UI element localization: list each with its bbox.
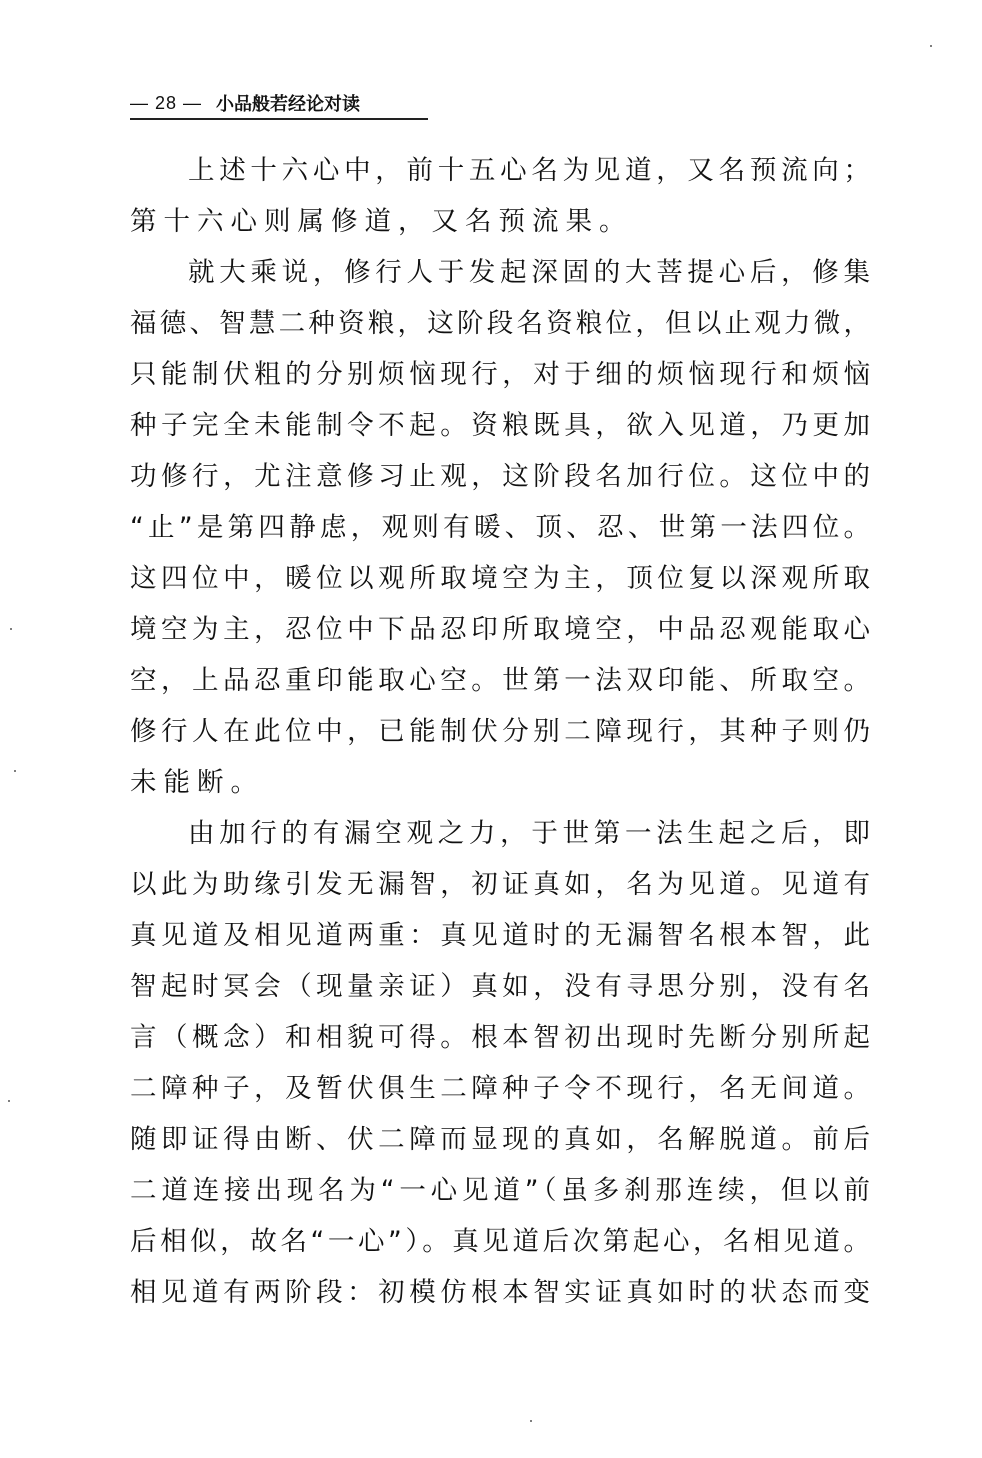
text-line: 这四位中，暖位以观所取境空为主，顶位复以深观所取 xyxy=(130,563,870,594)
text-line: 以此为助缘引发无漏智，初证真如，名为见道。见道有 xyxy=(130,869,870,900)
scan-speck xyxy=(530,1420,532,1422)
text-line: 二障种子，及暂伏俱生二障种子令不现行，名无间道。 xyxy=(130,1073,870,1104)
text-line: 境空为主，忍位中下品忍印所取境空，中品忍观能取心 xyxy=(130,614,870,645)
text-line: 就大乘说，修行人于发起深固的大菩提心后，修集 xyxy=(188,257,870,288)
text-line: 只能制伏粗的分别烦恼现行，对于细的烦恼现行和烦恼 xyxy=(130,359,870,390)
text-line: 言（概念）和相貌可得。根本智初出现时先断分别所起 xyxy=(130,1022,870,1053)
text-line: 真见道及相见道两重：真见道时的无漏智名根本智，此 xyxy=(130,920,870,951)
running-header xyxy=(130,88,428,120)
text-line: 种子完全未能制令不起。资粮既具，欲入见道，乃更加 xyxy=(130,410,870,441)
text-line: 二道连接出现名为“一心见道”（虽多刹那连续，但以前 xyxy=(130,1175,870,1206)
text-line: 未能断。 xyxy=(130,767,264,798)
text-line: 由加行的有漏空观之力，于世第一法生起之后，即 xyxy=(188,818,870,849)
page-body-text xyxy=(130,145,870,1318)
text-line: 相见道有两阶段：初模仿根本智实证真如时的状态而变 xyxy=(130,1277,870,1308)
text-line: 第十六心则属修道，又名预流果。 xyxy=(130,206,633,237)
text-line: 后相似，故名“一心”）。真见道后次第起心，名相见道。 xyxy=(130,1226,870,1257)
text-line: “止”是第四静虑，观则有暖、顶、忍、世第一法四位。 xyxy=(130,512,870,543)
book-title: 小品般若经论对读 xyxy=(216,94,361,115)
scan-speck xyxy=(930,45,932,47)
scan-speck xyxy=(8,1100,10,1102)
text-line: 随即证得由断、伏二障而显现的真如，名解脱道。前后 xyxy=(130,1124,870,1155)
page-number: — 28 — xyxy=(130,92,203,113)
text-line: 上述十六心中，前十五心名为见道，又名预流向； xyxy=(188,155,870,186)
text-line: 智起时冥会（现量亲证）真如，没有寻思分别，没有名 xyxy=(130,971,870,1002)
scan-speck xyxy=(14,770,16,772)
text-line: 福德、智慧二种资粮，这阶段名资粮位，但以止观力微， xyxy=(130,308,870,339)
text-line: 空，上品忍重印能取心空。世第一法双印能、所取空。 xyxy=(130,665,870,696)
scan-speck xyxy=(10,628,12,630)
text-line: 功修行，尤注意修习止观，这阶段名加行位。这位中的 xyxy=(130,461,870,492)
text-line: 修行人在此位中，已能制伏分别二障现行，其种子则仍 xyxy=(130,716,870,747)
